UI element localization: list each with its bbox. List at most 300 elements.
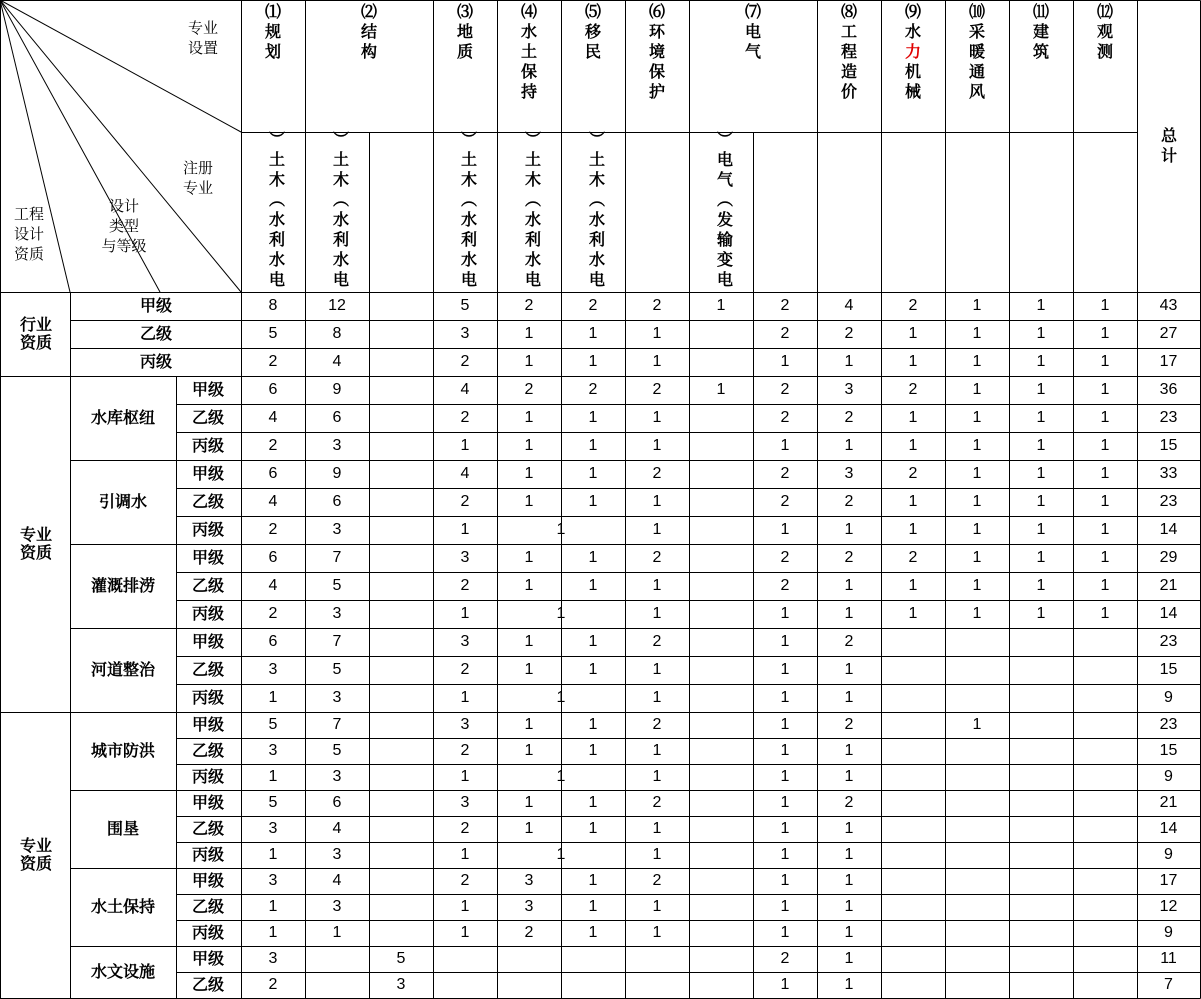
- table-cell: 1: [1036, 409, 1046, 426]
- table-cell: 1: [1100, 577, 1110, 594]
- table-cell: 2: [780, 409, 790, 426]
- table-cell: 1: [972, 409, 982, 426]
- grade-label: 乙级: [191, 492, 225, 511]
- specialty-name: 建 筑: [1032, 22, 1050, 61]
- table-cell: 1: [780, 872, 790, 889]
- table-cell: 3: [332, 689, 342, 706]
- table-cell: 3: [332, 437, 342, 454]
- table-cell: 2: [588, 381, 598, 398]
- design-type-label: 围垦: [106, 819, 140, 838]
- design-type-label: 水文设施: [90, 962, 156, 981]
- table-cell: 5: [332, 742, 342, 759]
- table-cell-merged: 1: [556, 689, 566, 706]
- specialty-number: ⑿: [1096, 2, 1114, 21]
- table-cell: 2: [844, 794, 854, 811]
- table-cell: 1: [268, 924, 278, 941]
- table-cell: 1: [972, 325, 982, 342]
- total-cell: 21: [1159, 794, 1178, 811]
- table-cell: 5: [332, 577, 342, 594]
- table-cell: 2: [780, 325, 790, 342]
- table-cell: 1: [588, 794, 598, 811]
- table-cell: 2: [524, 924, 534, 941]
- table-cell: 1: [780, 846, 790, 863]
- table-cell: 1: [1036, 549, 1046, 566]
- table-cell-merged: 1: [556, 846, 566, 863]
- table-cell: 2: [844, 716, 854, 733]
- total-cell: 11: [1160, 950, 1177, 967]
- table-cell: 1: [460, 437, 470, 454]
- table-cell: 1: [1100, 325, 1110, 342]
- specialty-name: [905, 22, 921, 102]
- grade-label: 甲级: [139, 296, 173, 315]
- table-cell: 6: [268, 633, 278, 650]
- grade-label: 丙级: [139, 352, 173, 371]
- table-cell: 5: [460, 297, 470, 314]
- table-cell: 2: [652, 549, 662, 566]
- corner-specialty-setup: 专业 设置: [187, 19, 219, 57]
- table-cell: 2: [908, 297, 918, 314]
- grade-label: 乙级: [191, 819, 225, 838]
- table-cell: 1: [652, 820, 662, 837]
- total-cell: 14: [1159, 521, 1178, 538]
- table-cell: 1: [844, 768, 854, 785]
- table-cell: 1: [1100, 409, 1110, 426]
- table-cell: 1: [524, 661, 534, 678]
- table-cell: 7: [332, 633, 342, 650]
- registered-specialty: ︶ 土 木 ︵ 水 利 水 电: [460, 130, 478, 289]
- grade-label: 丙级: [191, 688, 225, 707]
- total-cell: 23: [1159, 409, 1178, 426]
- table-cell: 1: [652, 437, 662, 454]
- section-label: 专业 资质: [19, 525, 53, 562]
- table-cell: 6: [268, 465, 278, 482]
- table-cell: 1: [268, 846, 278, 863]
- table-cell: 3: [268, 872, 278, 889]
- table-cell: 1: [652, 325, 662, 342]
- table-cell: 1: [972, 716, 982, 733]
- table-cell: 4: [332, 872, 342, 889]
- specialty-number: ⑺: [744, 2, 762, 21]
- table-cell: 2: [588, 297, 598, 314]
- table-cell: 9: [332, 381, 342, 398]
- table-cell: 2: [844, 633, 854, 650]
- table-cell: 2: [780, 465, 790, 482]
- table-cell: 3: [524, 898, 534, 915]
- grade-label: 甲级: [191, 871, 225, 890]
- table-cell: 2: [908, 465, 918, 482]
- table-cell: 1: [844, 898, 854, 915]
- specialty-name: 观 测: [1096, 22, 1114, 61]
- total-cell: 9: [1164, 924, 1173, 941]
- table-cell: 1: [844, 820, 854, 837]
- table-cell: 2: [652, 633, 662, 650]
- table-cell: 1: [972, 353, 982, 370]
- table-cell: 1: [1100, 465, 1110, 482]
- table-cell: 1: [780, 820, 790, 837]
- total-cell: 7: [1164, 976, 1173, 993]
- grade-label: 乙级: [191, 975, 225, 994]
- table-cell: 2: [268, 605, 278, 622]
- total-cell: 14: [1159, 820, 1178, 837]
- table-cell: 1: [460, 846, 470, 863]
- grade-label: 甲级: [191, 715, 225, 734]
- table-cell: 1: [524, 633, 534, 650]
- specialty-name-highlight: 力: [904, 42, 922, 61]
- table-cell: 1: [524, 549, 534, 566]
- total-cell: 17: [1159, 872, 1178, 889]
- corner-qualification: 工程 设计 资质: [13, 205, 45, 263]
- table-cell: 1: [652, 768, 662, 785]
- total-cell: 9: [1164, 689, 1173, 706]
- grade-label: 乙级: [139, 324, 173, 343]
- table-cell: 2: [268, 353, 278, 370]
- grade-label: 乙级: [191, 408, 225, 427]
- total-cell: 15: [1159, 742, 1178, 759]
- total-cell: 17: [1159, 353, 1178, 370]
- table-cell: 1: [780, 976, 790, 993]
- table-cell: 2: [652, 872, 662, 889]
- table-cell: 1: [524, 742, 534, 759]
- table-cell: 1: [908, 493, 918, 510]
- table-cell: 1: [1100, 605, 1110, 622]
- table-cell: 2: [652, 381, 662, 398]
- grade-label: 乙级: [191, 897, 225, 916]
- grade-label: 甲级: [191, 949, 225, 968]
- table-cell: 1: [460, 768, 470, 785]
- specialty-number: ⑵: [360, 2, 378, 21]
- table-cell: 3: [332, 605, 342, 622]
- table-cell: 2: [908, 549, 918, 566]
- total-cell: 12: [1159, 898, 1178, 915]
- table-cell: 2: [460, 577, 470, 594]
- table-cell: 1: [844, 976, 854, 993]
- table-cell: 1: [652, 924, 662, 941]
- table-cell: 1: [1036, 605, 1046, 622]
- grade-label: 乙级: [191, 741, 225, 760]
- table-cell: 6: [332, 794, 342, 811]
- total-cell: 43: [1159, 297, 1178, 314]
- table-cell: 1: [780, 768, 790, 785]
- table-cell: 2: [460, 353, 470, 370]
- grade-label: 乙级: [191, 576, 225, 595]
- specialty-number: ⑾: [1032, 2, 1050, 21]
- table-cell: 1: [844, 846, 854, 863]
- table-cell: 1: [780, 742, 790, 759]
- table-cell: 1: [524, 794, 534, 811]
- table-cell: 1: [588, 872, 598, 889]
- table-cell: 1: [332, 924, 342, 941]
- total-cell: 36: [1159, 381, 1178, 398]
- table-cell: 3: [460, 325, 470, 342]
- table-cell: 1: [588, 924, 598, 941]
- design-type-label: 城市防洪: [90, 741, 156, 760]
- table-cell: 1: [524, 820, 534, 837]
- table-cell: 1: [524, 353, 534, 370]
- table-cell: 1: [1036, 577, 1046, 594]
- table-cell: 2: [460, 493, 470, 510]
- table-cell: 1: [652, 898, 662, 915]
- table-cell-merged: 1: [556, 521, 566, 538]
- table-cell: 1: [844, 872, 854, 889]
- table-cell: 1: [1036, 521, 1046, 538]
- table-cell: 1: [780, 794, 790, 811]
- table-cell: 2: [460, 661, 470, 678]
- table-cell: 1: [1100, 521, 1110, 538]
- grade-label: 丙级: [191, 767, 225, 786]
- registered-specialty: ︶ 土 木 ︵ 水 利 水 电: [268, 130, 286, 289]
- table-cell: 1: [588, 493, 598, 510]
- total-header: 总 计: [1160, 126, 1178, 165]
- design-type-label: 灌溉排涝: [90, 576, 156, 595]
- table-cell: 1: [972, 381, 982, 398]
- table-cell: 4: [268, 577, 278, 594]
- corner-registered-specialty: 注册 专业: [182, 159, 214, 197]
- table-cell: 7: [332, 716, 342, 733]
- table-cell: 1: [460, 689, 470, 706]
- table-cell: 1: [588, 465, 598, 482]
- section-label: 专业 资质: [19, 836, 53, 873]
- total-cell: 9: [1164, 768, 1173, 785]
- table-cell: 1: [588, 898, 598, 915]
- grade-label: 丙级: [191, 520, 225, 539]
- table-cell: 6: [268, 549, 278, 566]
- specialty-number: ⑻: [840, 2, 858, 21]
- table-cell: 4: [844, 297, 854, 314]
- table-cell: 1: [524, 409, 534, 426]
- table-cell: 3: [460, 716, 470, 733]
- table-cell: 1: [908, 409, 918, 426]
- table-cell: 1: [1100, 381, 1110, 398]
- table-cell: 9: [332, 465, 342, 482]
- table-cell: 5: [268, 794, 278, 811]
- specialty-name-part: 水: [904, 22, 922, 41]
- table-cell: 1: [588, 716, 598, 733]
- table-cell: 1: [972, 437, 982, 454]
- specialty-name: 工 程 造 价: [840, 22, 858, 101]
- table-cell: 8: [268, 297, 278, 314]
- grade-label: 甲级: [191, 632, 225, 651]
- table-cell: 1: [524, 577, 534, 594]
- table-cell: 1: [844, 577, 854, 594]
- total-cell: 23: [1159, 633, 1178, 650]
- specialty-number: ⑴: [264, 2, 282, 21]
- table-cell: 3: [396, 976, 406, 993]
- table-cell: 1: [460, 605, 470, 622]
- table-cell: 1: [1036, 437, 1046, 454]
- table-cell: 2: [780, 297, 790, 314]
- total-cell: 21: [1159, 577, 1178, 594]
- table-cell: 7: [332, 549, 342, 566]
- corner-design-type-grade: 设计 类型 与等级: [101, 197, 147, 255]
- total-cell: 27: [1159, 325, 1178, 342]
- table-cell: 1: [844, 950, 854, 967]
- grade-label: 丙级: [191, 436, 225, 455]
- registered-specialty: ︶ 电 气 ︵ 发 输 变 电: [716, 130, 734, 289]
- table-cell: 2: [780, 381, 790, 398]
- table-cell: 1: [1100, 493, 1110, 510]
- table-cell: 6: [332, 409, 342, 426]
- table-cell: 4: [268, 493, 278, 510]
- specialty-name: 水 土 保 持: [520, 22, 538, 101]
- table-cell: 1: [780, 924, 790, 941]
- grade-label: 甲级: [191, 380, 225, 399]
- table-cell: 1: [460, 898, 470, 915]
- table-cell: 1: [524, 716, 534, 733]
- table-cell: 3: [460, 549, 470, 566]
- table-cell: 1: [908, 521, 918, 538]
- registered-specialty: ︶ 土 木 ︵ 水 利 水 电: [524, 130, 542, 289]
- table-cell: 5: [268, 325, 278, 342]
- table-cell: 1: [780, 437, 790, 454]
- table-cell: 1: [268, 768, 278, 785]
- table-cell: 5: [396, 950, 406, 967]
- table-cell: 1: [780, 898, 790, 915]
- table-cell: 1: [908, 605, 918, 622]
- table-cell: 2: [268, 976, 278, 993]
- table-cell: 1: [588, 661, 598, 678]
- table-cell: 2: [460, 409, 470, 426]
- total-cell: 23: [1159, 493, 1178, 510]
- table-cell: 1: [652, 846, 662, 863]
- grade-label: 乙级: [191, 660, 225, 679]
- table-cell: 1: [460, 924, 470, 941]
- table-cell: 1: [844, 924, 854, 941]
- total-cell: 23: [1159, 716, 1178, 733]
- table-cell: 1: [972, 465, 982, 482]
- total-cell: 9: [1164, 846, 1173, 863]
- specialty-name: 采 暖 通 风: [968, 22, 986, 101]
- table-cell: 2: [652, 297, 662, 314]
- table-cell: 2: [524, 381, 534, 398]
- table-cell: 1: [908, 325, 918, 342]
- table-cell: 2: [652, 794, 662, 811]
- table-cell: 1: [1036, 297, 1046, 314]
- table-cell: 1: [1036, 465, 1046, 482]
- table-cell: 12: [328, 297, 346, 314]
- table-cell: 1: [460, 521, 470, 538]
- specialty-number: ⑸: [584, 2, 602, 21]
- table-cell: 2: [460, 820, 470, 837]
- grade-label: 丙级: [191, 604, 225, 623]
- table-cell: 2: [780, 493, 790, 510]
- total-cell: 33: [1159, 465, 1178, 482]
- table-cell: 3: [332, 521, 342, 538]
- specialty-number: ⑹: [648, 2, 666, 21]
- table-cell: 1: [652, 661, 662, 678]
- table-cell: 1: [908, 353, 918, 370]
- table-cell: 1: [524, 493, 534, 510]
- table-cell: 1: [780, 605, 790, 622]
- table-cell: 5: [268, 716, 278, 733]
- specialty-name: 电 气: [744, 22, 762, 61]
- table-cell: 3: [332, 768, 342, 785]
- table-cell: 3: [460, 794, 470, 811]
- table-cell: 2: [908, 381, 918, 398]
- table-cell: 2: [268, 521, 278, 538]
- table-cell: 1: [652, 689, 662, 706]
- table-cell: 1: [652, 353, 662, 370]
- table-cell: 3: [332, 846, 342, 863]
- specialty-number: ⑷: [520, 2, 538, 21]
- table-cell: 4: [332, 353, 342, 370]
- table-cell: 1: [972, 297, 982, 314]
- table-cell: 1: [1100, 297, 1110, 314]
- table-cell: 1: [524, 325, 534, 342]
- total-cell: 15: [1159, 661, 1178, 678]
- table-cell: 3: [460, 633, 470, 650]
- table-cell: 1: [524, 465, 534, 482]
- table-cell: 3: [844, 465, 854, 482]
- table-cell: 2: [652, 716, 662, 733]
- table-cell: 1: [908, 577, 918, 594]
- specialty-number: ⑼: [904, 2, 922, 21]
- table-cell: 1: [716, 381, 726, 398]
- table-cell: 1: [588, 820, 598, 837]
- table-cell: 1: [844, 353, 854, 370]
- table-cell: 1: [844, 605, 854, 622]
- table-cell: 2: [652, 465, 662, 482]
- table-cell: 1: [588, 353, 598, 370]
- table-cell: 1: [844, 661, 854, 678]
- table-cell: 1: [524, 437, 534, 454]
- table-cell: 1: [588, 437, 598, 454]
- specialty-number: ⑶: [456, 2, 474, 21]
- table-cell: 2: [268, 437, 278, 454]
- table-cell: 3: [268, 950, 278, 967]
- design-type-label: 水库枢纽: [90, 408, 156, 427]
- table-cell: 1: [652, 577, 662, 594]
- table-cell: 1: [780, 353, 790, 370]
- table-cell: 2: [844, 549, 854, 566]
- specialty-name: 环 境 保 护: [648, 22, 666, 101]
- table-cell: 1: [780, 633, 790, 650]
- specialty-number: ⑽: [968, 2, 986, 21]
- table-cell-merged: 1: [556, 605, 566, 622]
- grade-label: 甲级: [191, 793, 225, 812]
- table-cell: 2: [460, 742, 470, 759]
- table-cell: 2: [524, 297, 534, 314]
- table-cell: 1: [588, 325, 598, 342]
- table-cell: 1: [1100, 437, 1110, 454]
- table-cell: 3: [524, 872, 534, 889]
- table-cell: 1: [972, 521, 982, 538]
- table-cell: 4: [460, 465, 470, 482]
- total-cell: 29: [1159, 549, 1178, 566]
- grade-label: 甲级: [191, 464, 225, 483]
- table-cell: 6: [332, 493, 342, 510]
- registered-specialty: ︶ 土 木 ︵ 水 利 水 电: [588, 130, 606, 289]
- table-cell: 1: [844, 521, 854, 538]
- table-cell: 3: [844, 381, 854, 398]
- table-cell-merged: 1: [556, 768, 566, 785]
- table-cell: 1: [780, 689, 790, 706]
- grade-label: 丙级: [191, 923, 225, 942]
- design-type-label: 引调水: [98, 492, 148, 511]
- table-cell: 4: [268, 409, 278, 426]
- table-cell: 1: [780, 521, 790, 538]
- table-cell: 1: [1100, 549, 1110, 566]
- table-cell: 1: [268, 898, 278, 915]
- table-cell: 1: [268, 689, 278, 706]
- table-cell: 5: [332, 661, 342, 678]
- table-cell: 1: [844, 437, 854, 454]
- grade-label: 甲级: [191, 548, 225, 567]
- table-cell: 1: [652, 493, 662, 510]
- specialty-name-part: 机 械: [904, 62, 922, 101]
- table-cell: 1: [972, 493, 982, 510]
- table-cell: 2: [780, 549, 790, 566]
- table-cell: 2: [844, 409, 854, 426]
